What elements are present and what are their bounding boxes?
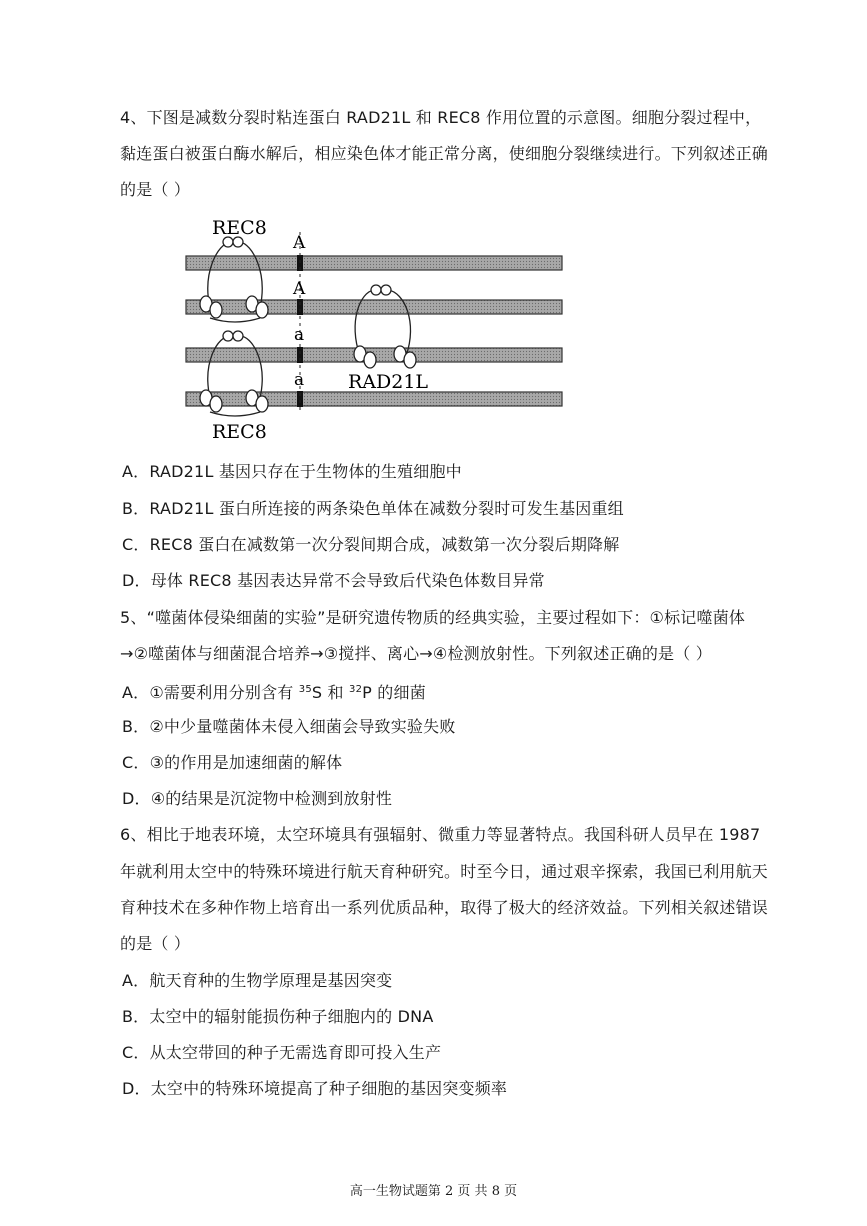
q4-stem-line-1: 4、下图是减数分裂时粘连蛋白 RAD21L 和 REC8 作用位置的示意图。细胞分裂过程中， — [120, 108, 762, 127]
q5-stem-line-1: 5、“噬菌体侵染细菌的实验”是研究遗传物质的经典实验，主要过程如下：①标记噬菌体 — [120, 608, 746, 627]
q4-option-c: C．REC8 蛋白在减数第一次分裂间期合成，减数第一次分裂后期降解 — [122, 535, 620, 554]
gene-label-A2: A — [293, 279, 306, 299]
q6-option-a: A．航天育种的生物学原理是基因突变 — [122, 971, 393, 990]
q6-option-b: B．太空中的辐射能损伤种子细胞内的 DNA — [122, 1007, 434, 1026]
q6-option-c: C．从太空带回的种子无需选育即可投入生产 — [122, 1043, 442, 1062]
page-footer: 高一生物试题第 2 页 共 8 页 — [349, 1184, 518, 1199]
q6-stem-line-1: 6、相比于地表环境，太空环境具有强辐射、微重力等显著特点。我国科研人员早在 1987 — [120, 825, 761, 844]
gene-label-a1: a — [294, 325, 305, 345]
q5-option-c: C．③的作用是加速细菌的解体 — [122, 753, 343, 772]
q4-option-d: D．母体 REC8 基因表达异常不会导致后代染色体数目异常 — [122, 571, 545, 590]
q4-option-b: B．RAD21L 蛋白所连接的两条染色单体在减数分裂时可发生基因重组 — [122, 499, 624, 518]
q6-stem-line-3: 育种技术在多种作物上培育出一系列优质品种，取得了极大的经济效益。下列相关叙述错误 — [120, 898, 769, 917]
q6-stem-line-4: 的是（ ） — [120, 934, 191, 953]
chromatid-2 — [186, 300, 562, 314]
label-rec8-top: REC8 — [212, 217, 267, 239]
cohesin-diagram — [180, 212, 570, 444]
gene-label-a2: a — [294, 370, 305, 390]
q5-option-b: B．②中少量噬菌体未侵入细菌会导致实验失败 — [122, 717, 456, 736]
label-rec8-bottom: REC8 — [212, 421, 267, 443]
gene-label-A1: A — [293, 233, 306, 253]
q5-stem-line-2: →②噬菌体与细菌混合培养→③搅拌、离心→④检测放射性。下列叙述正确的是（ ） — [120, 644, 712, 663]
q5-option-a: A．①需要利用分别含有 $^{35}$S 和 $^{32}$P 的细菌 — [122, 683, 426, 702]
chromatid-1 — [186, 256, 562, 270]
q6-option-d: D．太空中的特殊环境提高了种子细胞的基因突变频率 — [122, 1079, 508, 1098]
q4-stem-line-3: 的是（ ） — [120, 180, 191, 199]
q6-stem-line-2: 年就利用太空中的特殊环境进行航天育种研究。时至今日，通过艰辛探索，我国已利用航天 — [120, 862, 769, 881]
label-rad21l: RAD21L — [348, 371, 429, 393]
q4-option-a: A．RAD21L 基因只存在于生物体的生殖细胞中 — [122, 462, 462, 481]
chromatid-4 — [186, 392, 562, 406]
locus-mark-2 — [297, 299, 303, 315]
q5-option-d: D．④的结果是沉淀物中检测到放射性 — [122, 789, 393, 808]
q4-stem-line-2: 黏连蛋白被蛋白酶水解后，相应染色体才能正常分离，使细胞分裂继续进行。下列叙述正确 — [120, 144, 769, 163]
